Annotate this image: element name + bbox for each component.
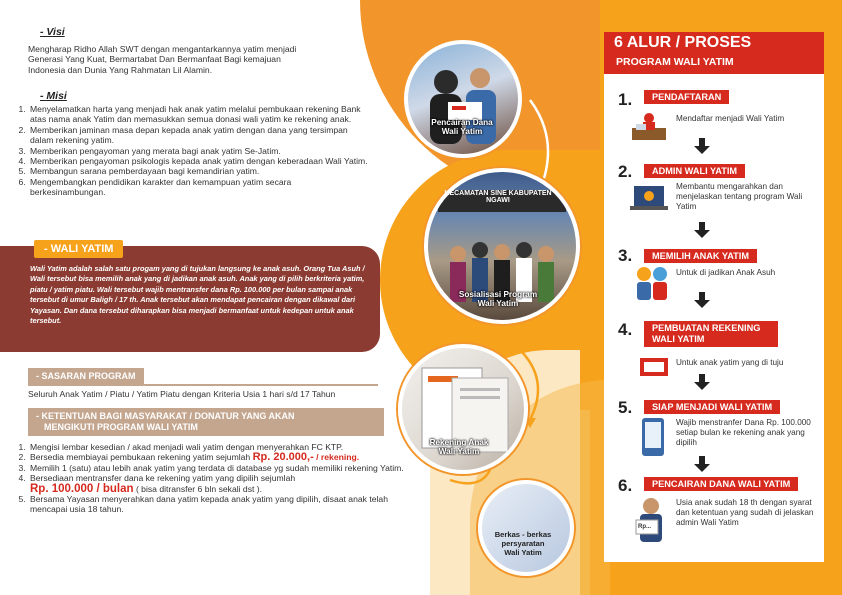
ketentuan-item2-pre: Bersedia membiayai pembukaan rekening yatim sejumlah (30, 452, 251, 463)
children-icon (632, 264, 672, 302)
down-arrow-icon (699, 138, 705, 146)
misi-item: 1. Menyelamatkan harta yang menjadi hak anak yatim melalui pembukaan rekening Bank atas nama anak Yatim dan memasukkan semua donasi wali yatim ke rekening anak. (28, 104, 369, 125)
ketentuan-item (28, 452, 414, 462)
step-desc: Usia anak sudah 18 th dengan syarat dan ketentuan yang sudah di jelaskan admin Wali Yatim (676, 498, 814, 527)
ketentuan-item: 3. Memilih 1 (satu) atau lebih anak yatim yang terdata di database yg sudah memiliki rekening Yatim. (28, 463, 414, 473)
step-number: 4. (618, 320, 633, 339)
step-tag: PEMBUATAN REKENING WALI YATIM (644, 321, 778, 347)
down-arrow-icon (699, 222, 705, 230)
down-arrow-tip-icon (694, 230, 710, 238)
misi-item: 6. Mengembangkan pendidikan karakter dan kemampuan yatim secara berkesinambungan. (28, 177, 369, 198)
misi-heading: - Misi (40, 90, 67, 102)
ketentuan-item: 5. Bersama Yayasan menyerahkan dana yatim kepada anak yatim yang dipilih, disaat anak telah mencapai usia 18 tahun. (28, 494, 414, 515)
step-desc: Untuk anak yatim yang di tuju (676, 358, 784, 367)
people-illustration-icon (408, 44, 518, 154)
ketentuan-list-wrap (14, 442, 414, 515)
photo-label-line: Berkas - berkas (494, 530, 552, 539)
ketentuan-item2-post: / rekening. (316, 452, 360, 463)
photo-sign-text: KECAMATAN SINE KABUPATEN NGAWI (444, 190, 552, 204)
down-arrow-tip-icon (694, 464, 710, 472)
photo-label-line: Pencairan Dana (431, 118, 493, 127)
misi-list (14, 104, 369, 198)
alur-subtitle: PROGRAM WALI YATIM (616, 56, 734, 68)
step-number: 6. (618, 476, 633, 495)
misi-item: 4. Memberikan pengayoman psikologis kepada anak yatim dengan keberadaan Wali Yatim. (28, 156, 369, 166)
step-number: 3. (618, 246, 633, 265)
photo-label-line: Rekening Anak (429, 438, 489, 447)
visi-heading: - Visi (40, 26, 65, 38)
paper-text: Rp... (638, 524, 651, 530)
ketentuan-item4-post: ( bisa ditransfer 6 bln sekali dst ). (135, 483, 263, 494)
down-arrow-icon (699, 456, 705, 464)
photo-label-berkas (482, 530, 564, 557)
ketentuan-item4-amount: Rp. 100.000 / bulan (30, 482, 134, 495)
alur-title: 6 ALUR / PROSES (614, 34, 752, 51)
photo-label-pencairan (414, 118, 510, 136)
down-arrow-icon (699, 292, 705, 300)
wali-yatim-tag: - WALI YATIM (34, 240, 123, 258)
book-icon (636, 354, 672, 380)
step-tag: PENCAIRAN DANA WALI YATIM (644, 477, 798, 491)
ketentuan-item: 1. Mengisi lembar kesedian / akad menjadi wali yatim dengan menyerahkan FC KTP. (28, 442, 414, 452)
sasaran-tag: - SASARAN PROGRAM (28, 368, 144, 384)
step-desc: Mendaftar menjadi Wali Yatim (676, 114, 785, 123)
down-arrow-tip-icon (694, 382, 710, 390)
ketentuan-tag-line1: - KETENTUAN BAGI MASYARAKAT / DONATUR YANG AKAN (36, 411, 295, 421)
phone-transfer-icon (638, 416, 668, 458)
visi-text: Mengharap Ridho Allah SWT dengan mengantarkannya yatim menjadi Generasi Yang Kuat, Bermartabat Dan Bermanfaat Bagi kemajuan Indonesia dan Dunia Yang Rahmatan Lil Alamin. (28, 44, 297, 75)
step-tag: PENDAFTARAN (644, 90, 729, 104)
person-with-paper-icon (632, 496, 670, 546)
misi-item: 2. Memberikan jaminan masa depan kepada anak yatim dengan dana yang tersimpan dalam rekening yatim. (28, 125, 369, 146)
photo-pencairan-dana (404, 40, 522, 158)
down-arrow-icon (699, 374, 705, 382)
ketentuan-list (14, 442, 414, 515)
ketentuan-item4-pre: Bersediaan mentransfer dana ke rekening yatim yang dipilih sejumlah (30, 473, 296, 484)
photo-label-line: Wali Yatim (477, 299, 519, 308)
step-number: 1. (618, 90, 633, 109)
laptop-icon (628, 182, 670, 214)
ketentuan-item (28, 473, 414, 494)
sasaran-text: Seluruh Anak Yatim / Piatu / Yatim Piatu dengan Kriteria Usia 1 hari s/d 17 Tahun (28, 389, 336, 399)
misi-list-wrap (14, 104, 369, 198)
registration-desk-icon (628, 110, 670, 142)
photo-label-line: Wali Yatim (438, 447, 480, 456)
step-tag: MEMILIH ANAK YATIM (644, 249, 757, 263)
step-desc: Membantu mengarahkan dan menjelaskan tentang program Wali Yatim (676, 182, 803, 211)
step-desc: Untuk di jadikan Anak Asuh (676, 268, 776, 277)
misi-item: 5. Membangun sarana pemberdayaan bagi kemandirian yatim. (28, 166, 369, 176)
down-arrow-tip-icon (694, 146, 710, 154)
step-tag: SIAP MENJADI WALI YATIM (644, 400, 780, 414)
ketentuan-tag-line2: MENGIKUTI PROGRAM WALI YATIM (44, 422, 198, 432)
down-arrow-tip-icon (694, 300, 710, 308)
photo-label-line: Wali Yatim (441, 127, 483, 136)
sasaran-divider (28, 384, 378, 386)
step-tag: ADMIN WALI YATIM (644, 164, 745, 178)
photo-label-rekening (404, 438, 514, 456)
photo-label-line: persyaratan (501, 539, 545, 548)
ketentuan-item2-amount: Rp. 20.000,- (252, 451, 314, 464)
photo-label-line: Wali Yatim (504, 548, 542, 557)
step-number: 2. (618, 162, 633, 181)
photo-berkas (478, 480, 574, 576)
step-desc: Wajib menstranfer Dana Rp. 100.000 setiap bulan ke rekening anak yang dipilih (676, 418, 811, 447)
wali-yatim-text: Wali Yatim adalah salah satu progam yang di tujukan langsung ke anak asuh. Orang Tua Asuh / Wali tersebut bisa memilih anak yang di jadikan anak asuh. Anak yang di pilih berkriteria yatim, piatu / yatim piatu. Wali tersebut wajib mentransfer dana Rp. 100.000 per bulan sampai anak tersebut di umur Baligh / 17 th. Anak tersebut akan mendapat pencairan dengan dikawal dari Yayasan. Dan dana tersebut diharapkan bisa menjadi bermanfaat untuk kedepan untuk anak tersebut. (30, 264, 365, 326)
misi-item: 3. Memberikan pengayoman yang merata bagi anak yatim Se-Jatim. (28, 146, 369, 156)
photo-label-line: Sosialisasi Program (458, 290, 538, 299)
step-number: 5. (618, 398, 633, 417)
ketentuan-tag (28, 408, 384, 436)
photo-label-sosialisasi (440, 290, 556, 308)
